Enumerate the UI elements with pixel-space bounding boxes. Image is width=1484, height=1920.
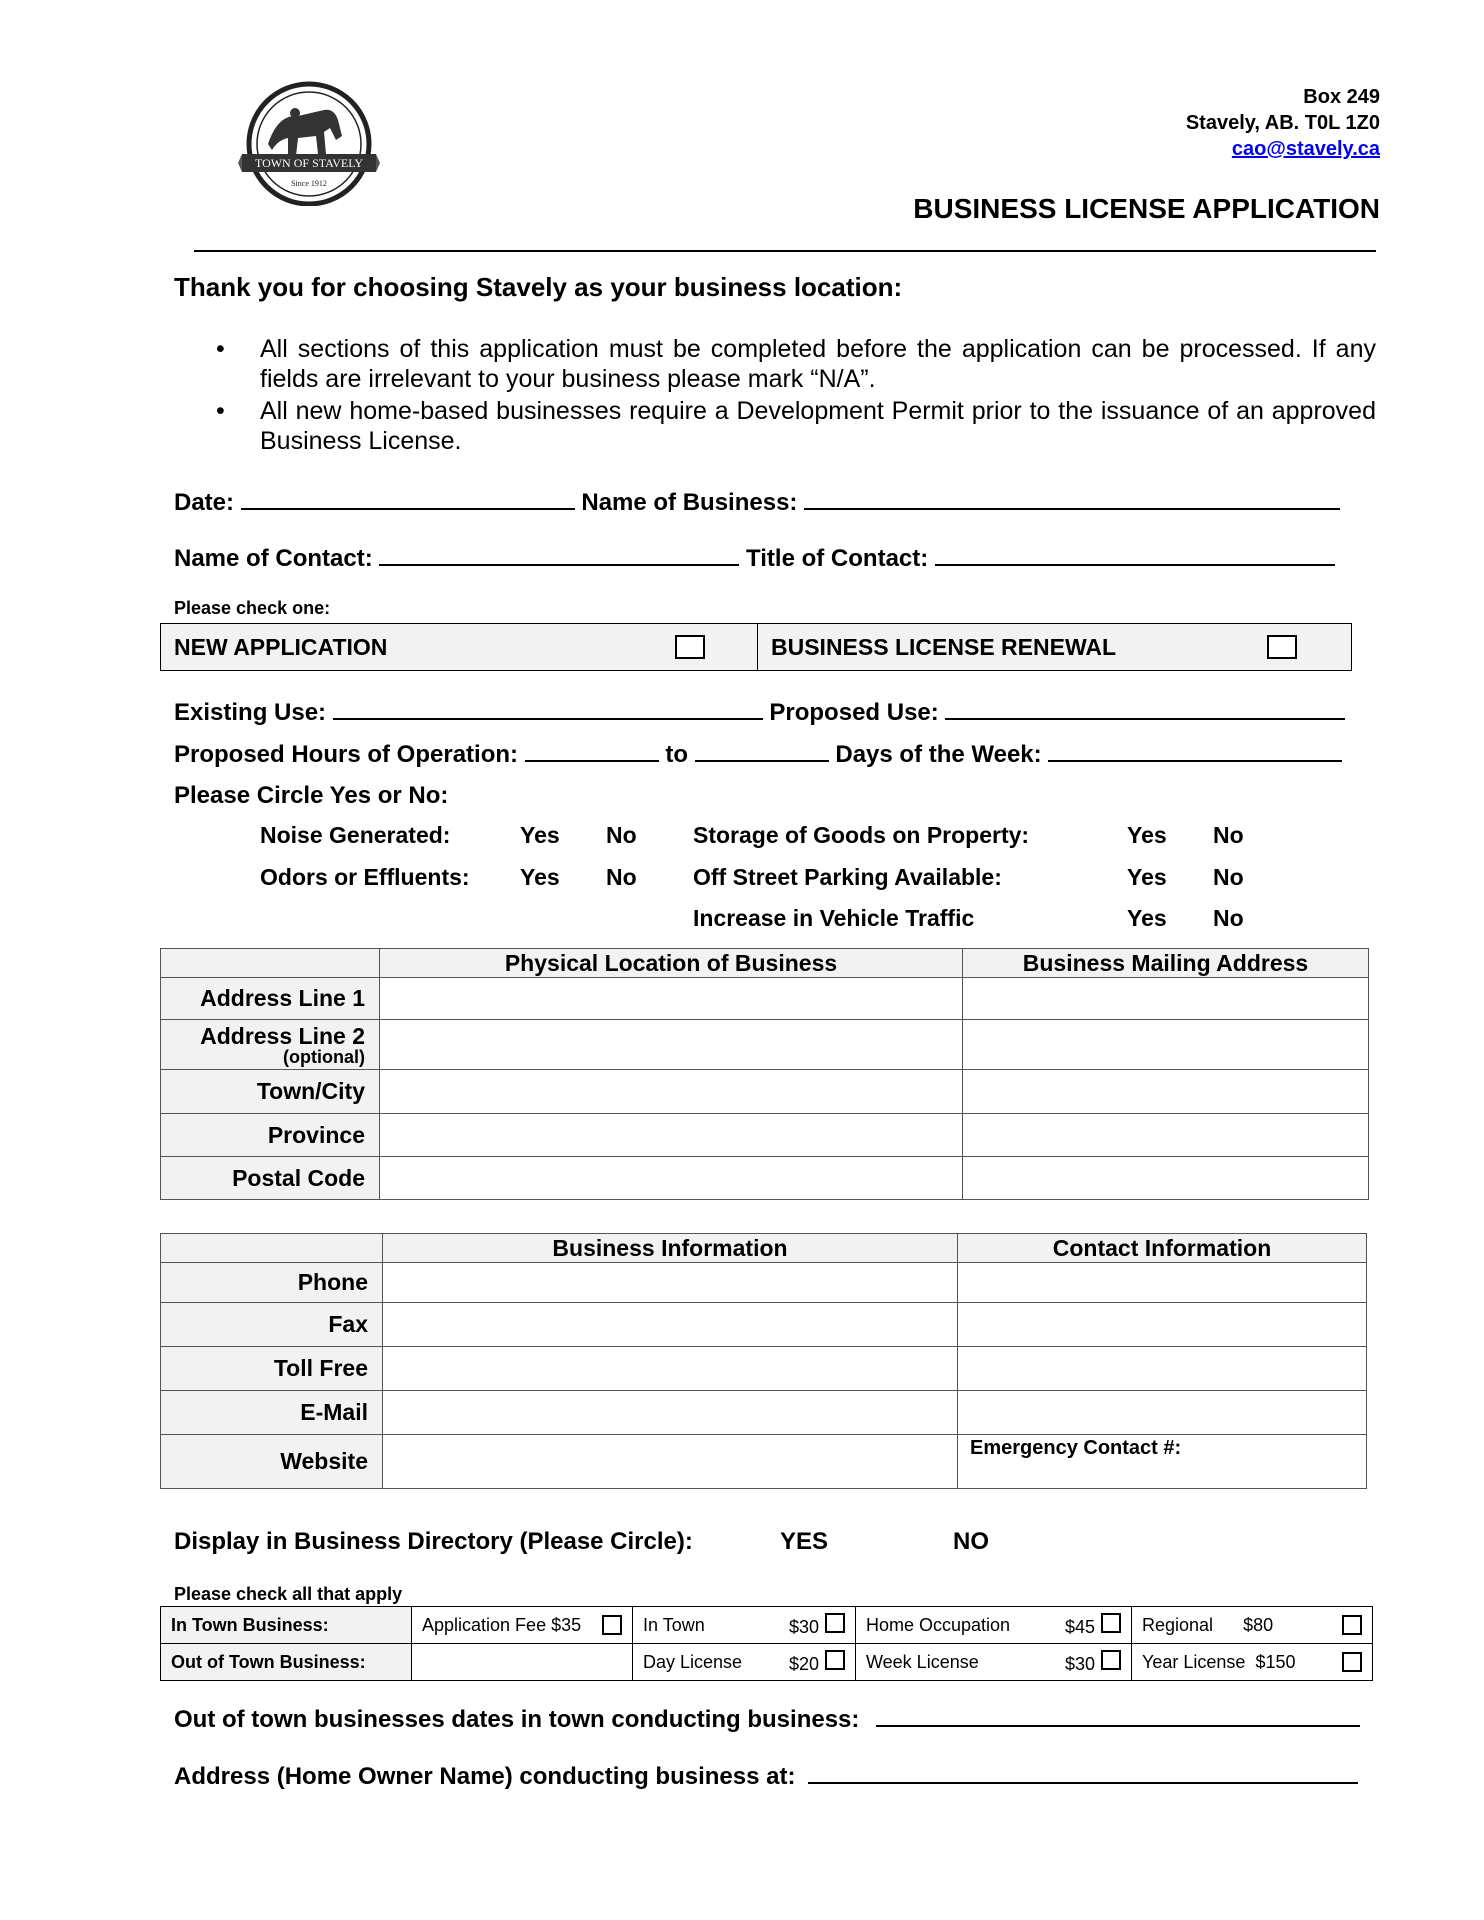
contact-phone-field[interactable] xyxy=(958,1263,1367,1303)
traffic-yes[interactable]: Yes xyxy=(1127,905,1167,931)
days-field[interactable] xyxy=(1048,740,1342,762)
week-license-checkbox[interactable] xyxy=(1101,1650,1121,1670)
contact-name-label: Name of Contact: xyxy=(174,545,373,572)
home-occupation-checkbox[interactable] xyxy=(1101,1613,1121,1633)
odors-yes[interactable]: Yes xyxy=(520,864,560,890)
contact-table xyxy=(160,1233,1367,1489)
parking-yes[interactable]: Yes xyxy=(1127,864,1167,890)
out-of-town-dates-label: Out of town businesses dates in town conducting business: xyxy=(174,1706,860,1733)
regional-price: $80 xyxy=(1243,1614,1274,1635)
table-corner xyxy=(161,1234,383,1263)
mailing-address-line-2-field[interactable] xyxy=(963,1020,1369,1070)
contact-title-field[interactable] xyxy=(935,544,1335,566)
odors-no[interactable]: No xyxy=(606,864,637,890)
new-application-checkbox[interactable] xyxy=(675,635,705,659)
in-town-business-label: In Town Business: xyxy=(161,1607,412,1644)
home-owner-address-label: Address (Home Owner Name) conducting business at: xyxy=(174,1763,796,1790)
home-owner-address-field[interactable] xyxy=(808,1762,1358,1784)
traffic-label: Increase in Vehicle Traffic xyxy=(693,905,975,931)
contact-row xyxy=(174,544,1335,573)
day-license-option[interactable] xyxy=(633,1644,856,1681)
circle-yes-no-heading: Please Circle Yes or No: xyxy=(174,782,449,809)
logo-text: TOWN OF STAVELY xyxy=(254,156,364,170)
noise-no[interactable]: No xyxy=(606,822,637,848)
postal-code-label: Postal Code xyxy=(161,1157,380,1200)
business-toll-free-field[interactable] xyxy=(383,1347,958,1391)
physical-location-header: Physical Location of Business xyxy=(380,949,963,978)
parking-label: Off Street Parking Available: xyxy=(693,864,1002,890)
business-website-field[interactable] xyxy=(383,1435,958,1489)
fees-table xyxy=(160,1606,1373,1681)
town-city-label: Town/City xyxy=(161,1070,380,1114)
bullet-item xyxy=(216,334,1376,396)
home-occupation-price: $45 xyxy=(1064,1616,1095,1637)
table-corner xyxy=(161,949,380,978)
check-all-label: Please check all that apply xyxy=(174,1584,403,1604)
emergency-contact-label: Emergency Contact #: xyxy=(970,1437,1182,1459)
business-fax-field[interactable] xyxy=(383,1303,958,1347)
traffic-no[interactable]: No xyxy=(1213,905,1244,931)
contact-title-label: Title of Contact: xyxy=(746,545,929,572)
days-label: Days of the Week: xyxy=(835,741,1042,768)
noise-yes[interactable]: Yes xyxy=(520,822,560,848)
empty-fee-cell xyxy=(412,1644,633,1681)
new-application-label: NEW APPLICATION xyxy=(174,634,388,660)
mailing-town-field[interactable] xyxy=(963,1070,1369,1114)
storage-yes[interactable]: Yes xyxy=(1127,822,1167,848)
existing-use-field[interactable] xyxy=(333,698,763,720)
date-row xyxy=(174,488,1340,517)
address-line-2: Stavely, AB. T0L 1Z0 xyxy=(1185,112,1380,134)
week-license-label: Week License xyxy=(866,1651,979,1672)
address-line-1-label: Address Line 1 xyxy=(161,978,380,1020)
contact-fax-field[interactable] xyxy=(958,1303,1367,1347)
odors-label: Odors or Effluents: xyxy=(260,864,470,890)
hours-from-field[interactable] xyxy=(525,740,659,762)
website-label: Website xyxy=(161,1435,383,1489)
email-link[interactable] xyxy=(1232,136,1380,163)
physical-address-line-2-field[interactable] xyxy=(380,1020,963,1070)
business-name-label: Name of Business: xyxy=(581,489,798,516)
storage-label: Storage of Goods on Property: xyxy=(693,822,1030,848)
in-town-checkbox[interactable] xyxy=(825,1613,845,1633)
business-phone-field[interactable] xyxy=(383,1263,958,1303)
toll-free-label: Toll Free xyxy=(161,1347,383,1391)
home-occupation-option[interactable] xyxy=(856,1607,1132,1644)
bullet-icon: • xyxy=(216,335,225,363)
check-one-label: Please check one: xyxy=(174,598,331,618)
week-license-price: $30 xyxy=(1064,1653,1095,1674)
address-line-2-header xyxy=(161,1020,380,1070)
mailing-address-header: Business Mailing Address xyxy=(963,949,1369,978)
directory-label: Display in Business Directory (Please Circle): xyxy=(174,1528,693,1555)
physical-town-field[interactable] xyxy=(380,1070,963,1114)
address-line-2-label: Address Line 2 xyxy=(200,1022,365,1049)
contact-name-field[interactable] xyxy=(379,544,739,566)
year-license-option[interactable] xyxy=(1132,1644,1373,1681)
directory-no[interactable]: NO xyxy=(953,1528,989,1555)
application-type-box xyxy=(160,623,1352,671)
business-info-header: Business Information xyxy=(383,1234,958,1263)
in-town-label: In Town xyxy=(643,1614,705,1635)
hours-row xyxy=(174,740,1342,769)
home-owner-address-row xyxy=(174,1762,1358,1791)
date-field[interactable] xyxy=(241,488,575,510)
application-fee-option[interactable] xyxy=(412,1607,633,1644)
year-license-checkbox[interactable] xyxy=(1342,1652,1362,1672)
bullet-text: All new home-based businesses require a Development Permit prior to the issuance of an approved Business License. xyxy=(260,397,1376,455)
page-title: BUSINESS LICENSE APPLICATION xyxy=(913,193,1380,224)
emergency-contact-field[interactable] xyxy=(958,1435,1367,1489)
physical-province-field[interactable] xyxy=(380,1114,963,1157)
bullet-item xyxy=(216,396,1376,458)
directory-yes[interactable]: YES xyxy=(780,1528,829,1555)
noise-label: Noise Generated: xyxy=(260,822,451,848)
fax-label: Fax xyxy=(161,1303,383,1347)
renewal-option[interactable] xyxy=(759,624,1351,670)
regional-option[interactable] xyxy=(1132,1607,1373,1644)
mailing-province-field[interactable] xyxy=(963,1114,1369,1157)
existing-use-label: Existing Use: xyxy=(174,699,327,726)
day-license-checkbox[interactable] xyxy=(825,1650,845,1670)
divider xyxy=(194,250,1376,252)
application-fee-label: Application Fee $35 xyxy=(422,1614,582,1635)
day-license-label: Day License xyxy=(643,1651,743,1672)
business-email-field[interactable] xyxy=(383,1391,958,1435)
mailing-postal-field[interactable] xyxy=(963,1157,1369,1200)
proposed-use-label: Proposed Use: xyxy=(769,699,939,726)
renewal-label: BUSINESS LICENSE RENEWAL xyxy=(771,634,1117,660)
physical-address-line-1-field[interactable] xyxy=(380,978,963,1020)
physical-postal-field[interactable] xyxy=(380,1157,963,1200)
business-name-field[interactable] xyxy=(804,488,1340,510)
mailing-address-line-1-field[interactable] xyxy=(963,978,1369,1020)
contact-toll-free-field[interactable] xyxy=(958,1347,1367,1391)
out-of-town-dates-row xyxy=(174,1705,1360,1734)
parking-no[interactable]: No xyxy=(1213,864,1244,890)
phone-label: Phone xyxy=(161,1263,383,1303)
home-occupation-label: Home Occupation xyxy=(866,1614,1011,1635)
day-license-price: $20 xyxy=(788,1653,819,1674)
application-fee-checkbox[interactable] xyxy=(602,1615,622,1635)
logo-since: Since 1912 xyxy=(291,179,327,188)
hours-label: Proposed Hours of Operation: xyxy=(174,741,519,768)
out-of-town-dates-field[interactable] xyxy=(876,1705,1360,1727)
renewal-checkbox[interactable] xyxy=(1267,635,1297,659)
to-label: to xyxy=(665,741,689,768)
optional-note: (optional) xyxy=(283,1046,365,1067)
town-logo xyxy=(238,80,380,206)
bullet-icon: • xyxy=(216,397,225,425)
in-town-price: $30 xyxy=(788,1616,819,1637)
contact-email-field[interactable] xyxy=(958,1391,1367,1435)
email-label: E-Mail xyxy=(161,1391,383,1435)
proposed-use-field[interactable] xyxy=(945,698,1345,720)
new-application-option[interactable] xyxy=(161,624,758,670)
contact-info-header: Contact Information xyxy=(958,1234,1367,1263)
in-town-option[interactable] xyxy=(633,1607,856,1644)
address-table xyxy=(160,948,1369,1200)
out-of-town-business-label: Out of Town Business: xyxy=(161,1644,412,1681)
date-label: Date: xyxy=(174,489,235,516)
email-text[interactable]: cao@stavely.ca xyxy=(1231,138,1380,160)
regional-checkbox[interactable] xyxy=(1342,1615,1362,1635)
year-license-label: Year License xyxy=(1142,1651,1246,1672)
intro-heading: Thank you for choosing Stavely as your business location: xyxy=(174,272,903,302)
address-line-1: Box 249 xyxy=(1303,86,1380,108)
use-row xyxy=(174,698,1345,727)
province-label: Province xyxy=(161,1114,380,1157)
week-license-option[interactable] xyxy=(856,1644,1132,1681)
storage-no[interactable]: No xyxy=(1213,822,1244,848)
hours-to-field[interactable] xyxy=(695,740,829,762)
bullet-text: All sections of this application must be completed before the application can be processed. If any fields are irrelevant to your business please mark “N/A”. xyxy=(260,335,1376,393)
year-license-price: $150 xyxy=(1255,1651,1296,1672)
regional-label: Regional xyxy=(1142,1614,1214,1635)
